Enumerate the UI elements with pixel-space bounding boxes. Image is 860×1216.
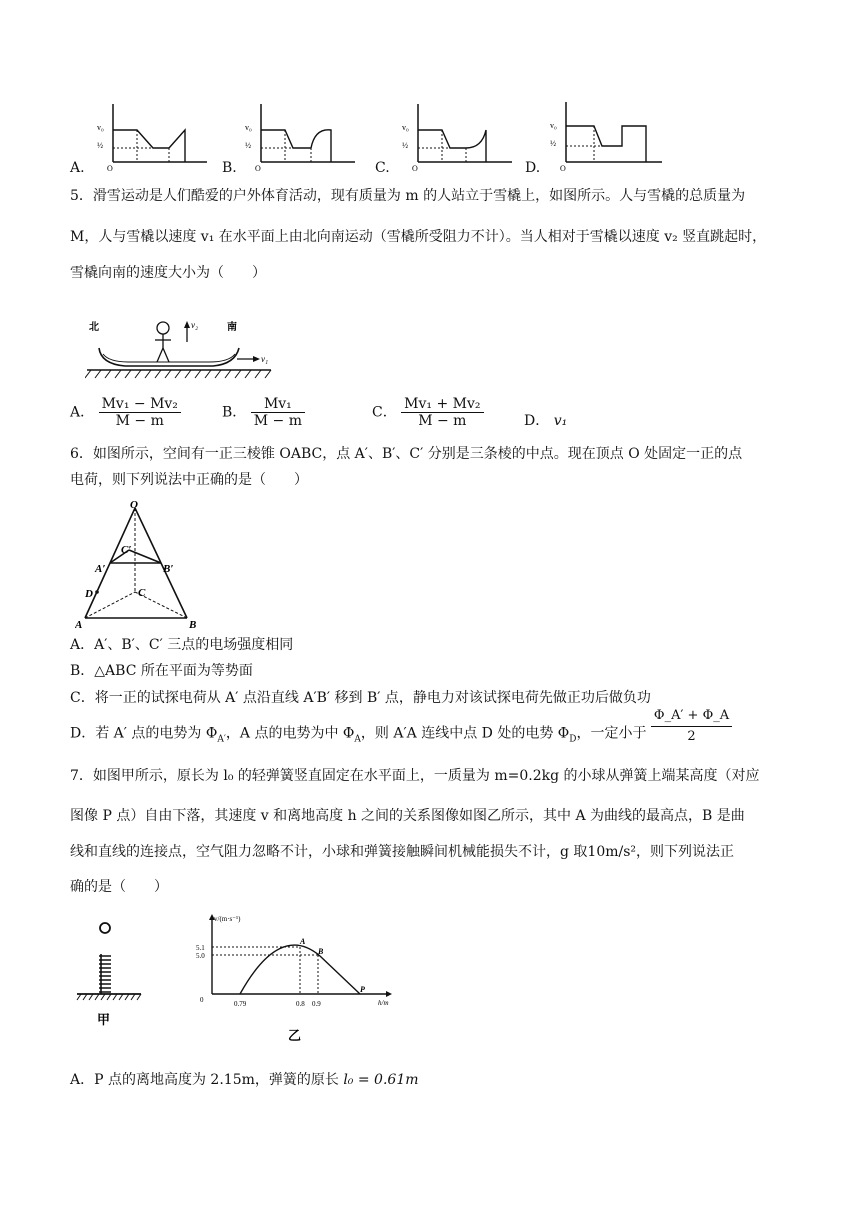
svg-text:C: C xyxy=(138,587,146,599)
svg-text:C′: C′ xyxy=(121,544,132,556)
svg-text:P: P xyxy=(360,985,365,994)
q4-option-b-label: B. xyxy=(222,160,237,176)
q6-option-a[interactable]: A．A′、B′、C′ 三点的电场强度相同 xyxy=(70,637,294,653)
svg-text:B′: B′ xyxy=(163,563,174,575)
q6-option-c[interactable]: C．将一正的试探电荷从 A′ 点沿直线 A′B′ 移到 B′ 点，静电力对该试探电荷先做正功后做负功 xyxy=(70,690,651,706)
q5-sled-figure xyxy=(85,318,275,380)
q7-option-a[interactable]: A．P 点的离地高度为 2.15m，弹簧的原长 l₀ = 0.61m xyxy=(70,1072,419,1088)
svg-text:½: ½ xyxy=(550,139,556,148)
q6-stem-line1: 6．如图所示，空间有一正三棱锥 OABC，点 A′、B′、C′ 分别是三条棱的中点。现在顶点 O 处固定一正的点 xyxy=(70,446,743,462)
svg-text:v₀: v₀ xyxy=(402,123,409,132)
svg-text:0.9: 0.9 xyxy=(312,1000,321,1008)
q4-option-d-label: D. xyxy=(525,160,541,176)
q5-stem-line2: M，人与雪橇以速度 v₁ 在水平面上由北向南运动（雪橇所受阻力不计）。当人相对于雪橇以速度 v₂ 竖直跳起时， xyxy=(70,229,767,245)
q5-option-d[interactable]: D． v₁ xyxy=(524,413,568,429)
svg-text:B: B xyxy=(189,619,197,630)
q6-pyramid-figure xyxy=(75,498,205,630)
svg-text:A: A xyxy=(300,937,306,946)
svg-text:A: A xyxy=(75,619,83,630)
svg-text:v₁: v₁ xyxy=(261,354,269,364)
svg-text:O: O xyxy=(255,164,261,172)
q6-option-d[interactable]: D．若 A′ 点的电势为 $\Phi_{A'}$，A 点的电势为中 $\Phi_A$，则 A′A 连线中点 D 处的电势 $\Phi_D$，一定小于 $\frac{\Phi\_A' + \Phi\_A}{2}$ xyxy=(70,720,732,749)
svg-text:O: O xyxy=(560,164,566,172)
svg-text:v₂: v₂ xyxy=(191,320,199,330)
q4-graph-a xyxy=(95,100,210,172)
q7-stem-line2: 图像 P 点）自由下落，其速度 v 和离地高度 h 之间的关系图像如图乙所示，其中 A 为曲线的最高点，B 是曲 xyxy=(70,808,745,824)
svg-text:甲: 甲 xyxy=(97,1012,111,1027)
q4-graph-c xyxy=(400,100,515,172)
svg-text:B: B xyxy=(318,947,324,956)
svg-text:½: ½ xyxy=(402,141,408,150)
q7-velocity-height-graph xyxy=(190,912,405,1044)
svg-text:5.1: 5.1 xyxy=(196,944,205,952)
q5-stem-line3: 雪橇向南的速度大小为（ ） xyxy=(70,265,266,281)
svg-text:O: O xyxy=(412,164,418,172)
svg-text:南: 南 xyxy=(227,322,237,333)
q4-graph-d xyxy=(548,98,666,172)
svg-text:5.0: 5.0 xyxy=(196,952,205,960)
q7-stem-line4: 确的是（ ） xyxy=(70,879,168,895)
svg-text:O: O xyxy=(130,499,138,511)
svg-text:乙: 乙 xyxy=(288,1028,302,1043)
svg-text:v₀: v₀ xyxy=(97,123,104,132)
svg-text:北: 北 xyxy=(89,322,99,333)
svg-text:h/m: h/m xyxy=(378,999,389,1007)
svg-text:A′: A′ xyxy=(95,563,106,575)
q7-stem-line1: 7．如图甲所示，原长为 l₀ 的轻弹簧竖直固定在水平面上，一质量为 m=0.2kg 的小球从弹簧上端某高度（对应 xyxy=(70,768,760,784)
svg-text:0: 0 xyxy=(200,996,204,1004)
svg-text:½: ½ xyxy=(97,141,103,150)
q5-option-a[interactable]: A． $\frac{\text{Mv₁ − Mv₂}}{M - m}$ xyxy=(70,396,181,429)
q6-stem-line2: 电荷，则下列说法中正确的是（ ） xyxy=(70,472,308,488)
svg-text:O: O xyxy=(107,164,113,172)
svg-text:v₀: v₀ xyxy=(245,123,252,132)
svg-text:0.79: 0.79 xyxy=(234,1000,247,1008)
q5-stem-line1: 5．滑雪运动是人们酷爱的户外体育活动，现有质量为 m 的人站立于雪橇上，如图所示。人与雪橇的总质量为 xyxy=(70,188,746,204)
svg-text:v₀: v₀ xyxy=(550,121,557,130)
q7-spring-figure xyxy=(75,918,145,1028)
svg-text:v/(m·s⁻¹): v/(m·s⁻¹) xyxy=(214,915,241,923)
q4-option-c-label: C. xyxy=(375,160,390,176)
svg-text:0.8: 0.8 xyxy=(296,1000,305,1008)
q5-option-c[interactable]: C． $\frac{\text{Mv₁ + Mv₂}}{M - m}$ xyxy=(372,396,484,429)
q7-stem-line3: 线和直线的连接点，空气阻力忽略不计，小球和弹簧接触瞬间机械能损失不计，g 取10m/s²，则下列说法正 xyxy=(70,844,735,860)
q5-option-b[interactable]: B． $\frac{\text{Mv₁}}{M - m}$ xyxy=(222,396,305,429)
svg-text:½: ½ xyxy=(245,141,251,150)
svg-text:D: D xyxy=(85,588,93,600)
q6-option-b[interactable]: B．△ABC 所在平面为等势面 xyxy=(70,663,253,679)
q4-graph-b xyxy=(243,100,358,172)
q4-option-a-label: A. xyxy=(70,160,85,176)
